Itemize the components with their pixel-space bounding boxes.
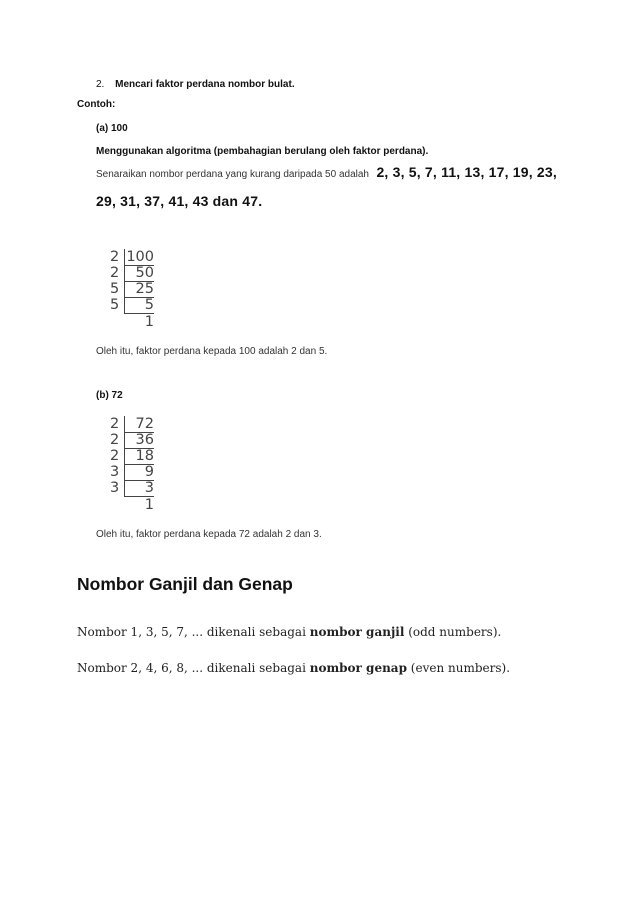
ladder-value: 1 [144,497,154,513]
ladder-value: 9 [144,464,154,480]
primes-list-part1: 2, 3, 5, 7, 11, 13, 17, 19, 23, [376,164,557,180]
ladder-value: 50 [135,265,154,281]
ladder-value: 1 [144,314,154,330]
primes-intro-line [96,164,557,182]
ladder-divisor: 2 [110,265,120,281]
ladder-value: 3 [144,480,154,496]
odd-prefix: Nombor 1, 3, 5, 7, ... dikenali sebagai [77,625,310,639]
ladder-value: 5 [144,297,154,313]
even-numbers-line [77,661,510,675]
ladder-row [110,281,154,297]
division-ladder-72 [110,416,154,514]
ladder-divisor: 2 [110,416,120,432]
ladder-divisor: 3 [110,480,120,496]
section-number: 2. [96,79,105,90]
ladder-row [110,448,154,464]
example-a-conclusion: Oleh itu, faktor perdana kepada 100 adalah 2 dan 5. [96,346,328,357]
ladder-row [110,314,154,330]
ladder-row [110,432,154,448]
section-2-heading [96,79,295,90]
odd-suffix: (odd numbers). [404,625,502,639]
ladder-value: 18 [135,448,154,464]
even-term: nombor genap [309,661,407,675]
even-prefix: Nombor 2, 4, 6, 8, ... dikenali sebagai [77,661,310,675]
contoh-label: Contoh: [77,99,116,110]
example-b-label: (b) 72 [96,390,123,401]
ladder-row [110,249,154,265]
ladder-row [110,265,154,281]
ladder-divisor: 3 [110,464,120,480]
ladder-value: 100 [126,249,154,265]
even-suffix: (even numbers). [406,661,511,675]
ladder-value: 72 [135,416,154,432]
ladder-row [110,297,154,313]
section-title: Mencari faktor perdana nombor bulat. [115,79,295,90]
ladder-divisor: 2 [110,448,120,464]
ladder-row [110,464,154,480]
ladder-divisor: 2 [110,432,120,448]
primes-intro: Senaraikan nombor perdana yang kurang daripada 50 adalah [96,169,369,180]
odd-numbers-line [77,625,501,639]
ladder-row [110,480,154,496]
example-a-label: (a) 100 [96,123,128,134]
ladder-value: 25 [135,281,154,297]
ladder-divisor: 2 [110,249,120,265]
division-ladder-100 [110,249,154,331]
primes-list-part2: 29, 31, 37, 41, 43 dan 47. [96,193,263,209]
ladder-divisor: 5 [110,297,120,313]
ladder-row [110,497,154,513]
ladder-row [110,416,154,432]
odd-term: nombor ganjil [309,625,405,639]
ladder-divisor: 5 [110,281,120,297]
ladder-value: 36 [135,432,154,448]
example-b-conclusion: Oleh itu, faktor perdana kepada 72 adalah 2 dan 3. [96,529,322,540]
example-a-method: Menggunakan algoritma (pembahagian berulang oleh faktor perdana). [96,146,429,157]
ganjil-genap-heading: Nombor Ganjil dan Genap [77,574,293,594]
